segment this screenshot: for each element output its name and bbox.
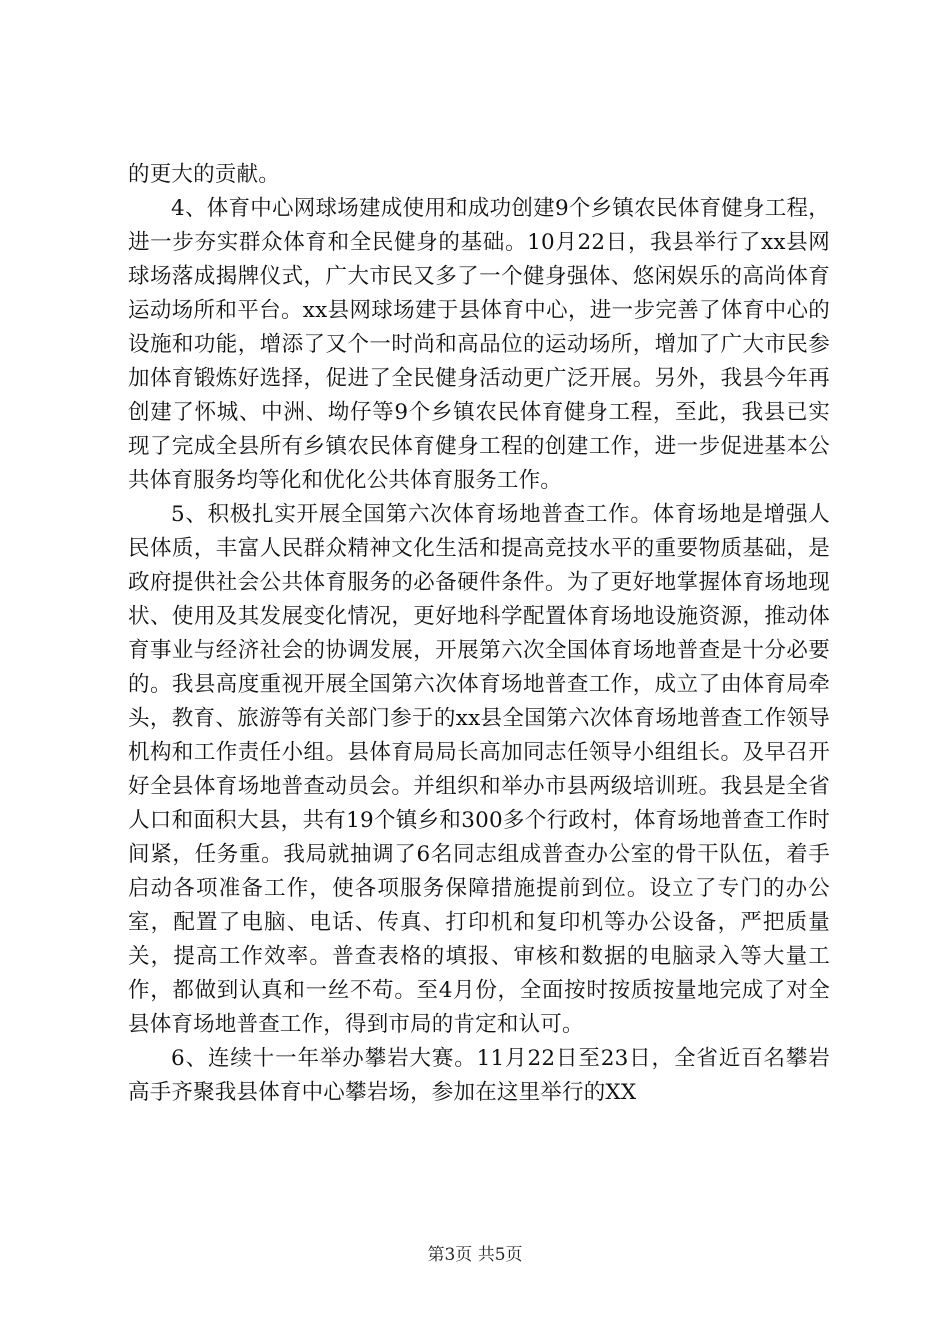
paragraph-item-6: 6、连续十一年举办攀岩大赛。11月22日至23日，全省近百名攀岩高手齐聚我县体育中心攀岩场，参加在这里举行的XX — [128, 1046, 830, 1105]
paragraph-item-4: 4、体育中心网球场建成使用和成功创建9个乡镇农民体育健身工程，进一步夯实群众体育和全民健身的基础。10月22日，我县举行了xx县网球场落成揭牌仪式，广大市民又多了一个健身强体、悠闲娱乐的高尚体育运动场所和平台。xx县网球场建于县体育中心，进一步完善了体育中心的设施和功能，增添了又个一时尚和高品位的运动场所，增加了广大市民参加体育锻炼好选择，促进了全民健身活动更广泛开展。另外，我县今年再创建了怀城、中洲、坳仔等9个乡镇农民体育健身工程，至此，我县已实现了完成全县所有乡镇农民体育健身工程的创建工作，进一步促进基本公共体育服务均等化和优化公共体育服务工作。 — [128, 196, 830, 493]
page-number-footer: 第3页 共5页 — [427, 1245, 523, 1265]
paragraph-item-5: 5、积极扎实开展全国第六次体育场地普查工作。体育场地是增强人民体质，丰富人民群众精神文化生活和提高竞技水平的重要物质基础，是政府提供社会公共体育服务的必备硬件条件。为了更好地掌握体育场地现状、使用及其发展变化情况，更好地科学配置体育场地设施资源，推动体育事业与经济社会的协调发展，开展第六次全国体育场地普查是十分必要的。我县高度重视开展全国第六次体育场地普查工作，成立了由体育局牵头，教育、旅游等有关部门参于的xx县全国第六次体育场地普查工作领导机构和工作责任小组。县体育局局长高加同志任领导小组组长。及早召开好全县体育场地普查动员会。并组织和举办市县两级培训班。我县是全省人口和面积大县，共有19个镇乡和300多个行政村，体育场地普查工作时间紧，任务重。我局就抽调了6名同志组成普查办公室的骨干队伍，着手启动各项准备工作，使各项服务保障措施提前到位。设立了专门的办公室，配置了电脑、电话、传真、打印机和复印机等办公设备，严把质量关，提高工作效率。普查表格的填报、审核和数据的电脑录入等大量工作，都做到认真和一丝不苟。至4月份，全面按时按质按量地完成了对全县体育场地普查工作，得到市局的肯定和认可。 — [128, 502, 830, 1037]
paragraph-continuation: 的更大的贡献。 — [128, 162, 280, 187]
document-body — [128, 158, 830, 1110]
